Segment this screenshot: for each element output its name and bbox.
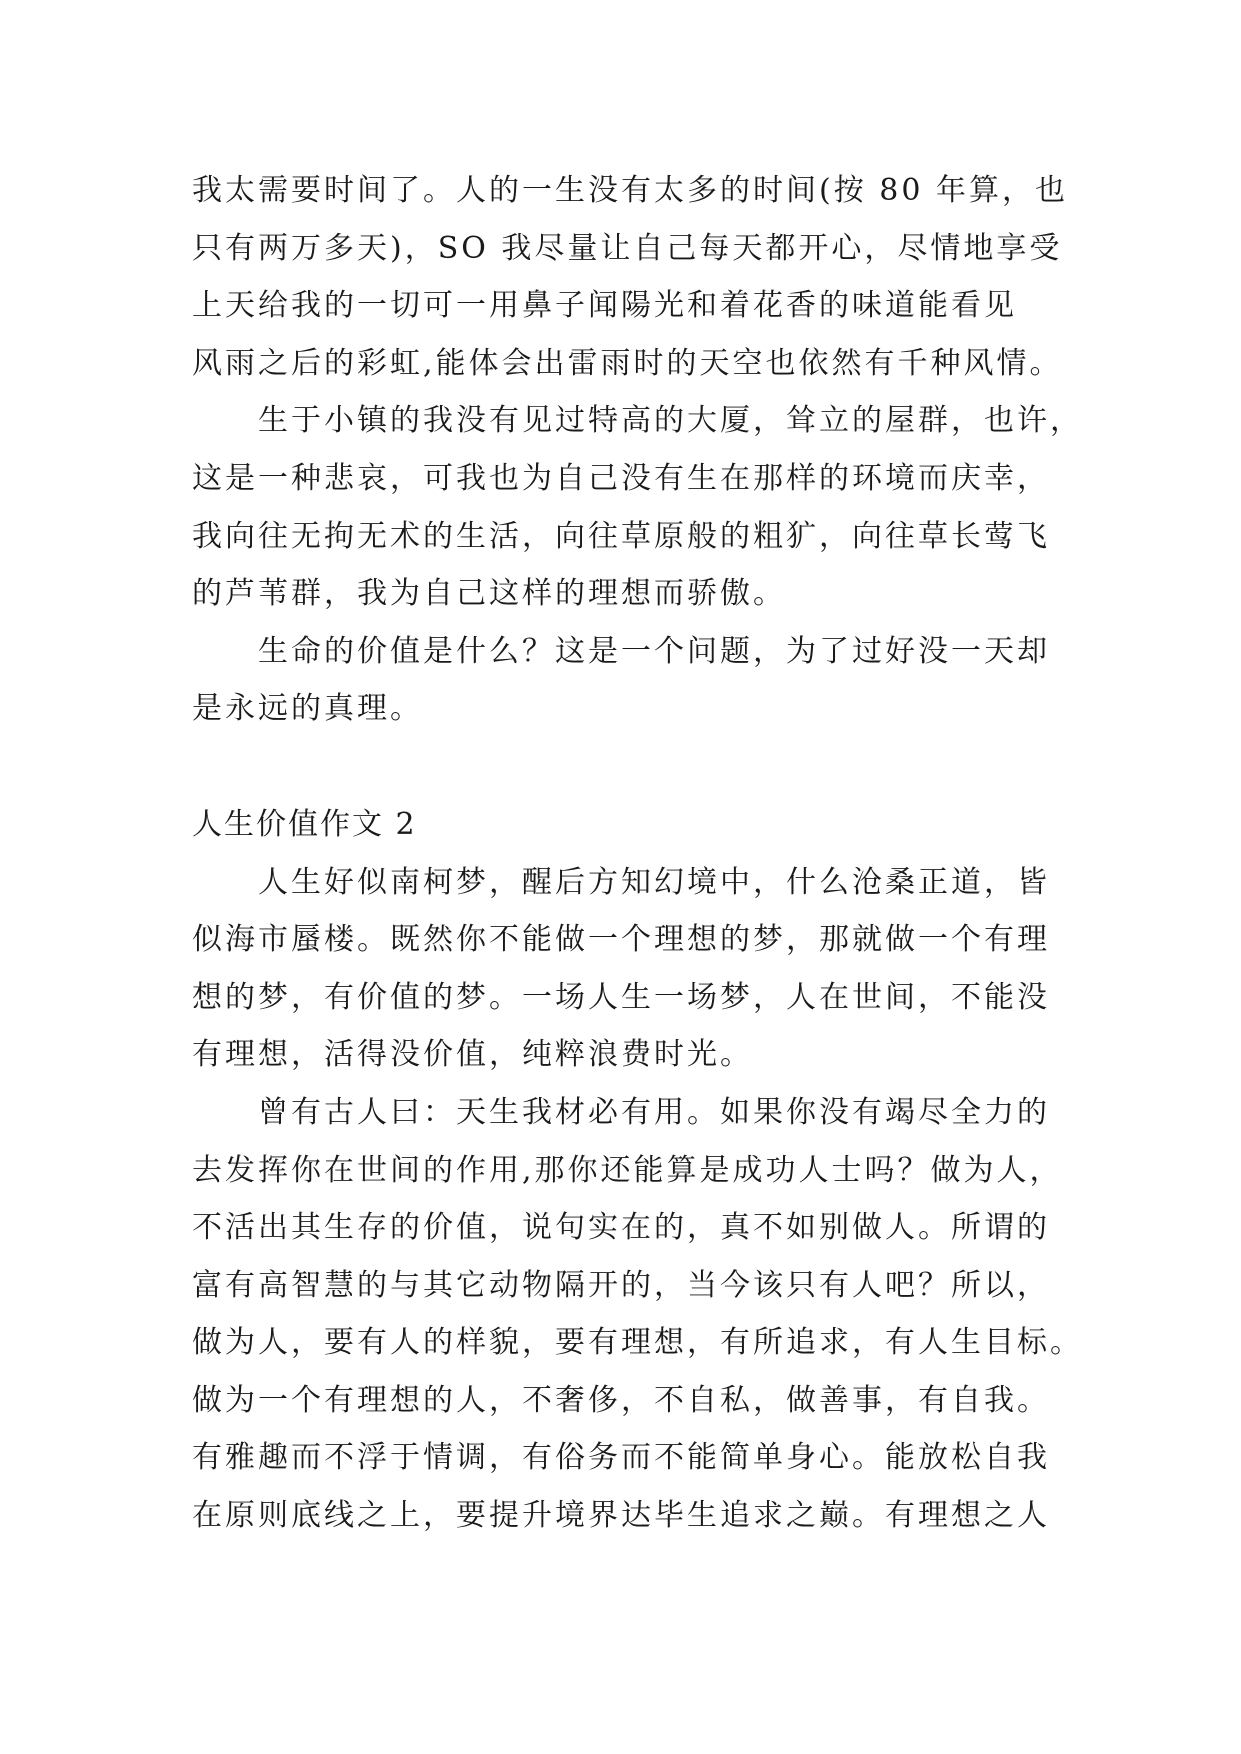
paragraph-5 [192,1084,1083,1545]
text-line: 这是一种悲哀，可我也为自己没有生在那样的环境而庆幸， [192,460,1050,496]
text-line: 生命的价值是什么？这是一个问题，为了过好没一天却 [258,633,1050,669]
paragraph-1 [192,162,1068,392]
text-line: 想的梦，有价值的梦。一场人生一场梦，人在世间，不能没 [192,979,1050,1015]
document-body [192,162,1083,1545]
paragraph-2 [192,392,1083,622]
text-line: 上天给我的一切可一用鼻子闻陽光和着花香的味道能看见 [192,288,1017,324]
text-line: 人生好似南柯梦，醒后方知幻境中，什么沧桑正道，皆 [258,864,1050,900]
text-line: 风雨之后的彩虹,能体会出雷雨时的天空也依然有千种风情。 [192,345,1063,381]
text-line: 去发挥你在世间的作用,那你还能算是成功人士吗？做为人， [192,1152,1063,1188]
section-heading [192,796,1052,854]
text-line: 似海市蜃楼。既然你不能做一个理想的梦，那就做一个有理 [192,922,1050,958]
text-line: 有理想，活得没价值，纯粹浪费时光。 [192,1037,753,1073]
paragraph-3 [192,623,1052,738]
text-line: 做为人，要有人的样貌，要有理想，有所追求，有人生目标。 [192,1325,1083,1361]
text-line: 的芦苇群，我为自己这样的理想而骄傲。 [192,576,786,612]
text-line: 生于小镇的我没有见过特高的大厦，耸立的屋群，也许， [258,403,1083,439]
text-line: 做为一个有理想的人，不奢侈，不自私，做善事，有自我。 [192,1382,1050,1418]
paragraph-4 [192,854,1052,1084]
text-line: 是永远的真理。 [192,691,423,727]
text-line: 我向往无拘无术的生活，向往草原般的粗犷，向往草长莺飞 [192,518,1050,554]
text-line: 有雅趣而不浮于情调，有俗务而不能简单身心。能放松自我 [192,1440,1050,1476]
section-title: 人生价值作文 2 [192,806,417,842]
text-line: 在原则底线之上，要提升境界达毕生追求之巅。有理想之人 [192,1498,1050,1534]
text-line: 只有两万多天)，SO 我尽量让自己每天都开心，尽情地享受 [192,230,1063,266]
text-line: 不活出其生存的价值，说句实在的，真不如别做人。所谓的 [192,1210,1050,1246]
text-line: 我太需要时间了。人的一生没有太多的时间(按 80 年算，也 [192,173,1068,208]
text-line: 富有高智慧的与其它动物隔开的，当今该只有人吧？所以， [192,1267,1050,1303]
text-line: 曾有古人曰：天生我材必有用。如果你没有竭尽全力的 [258,1094,1050,1130]
